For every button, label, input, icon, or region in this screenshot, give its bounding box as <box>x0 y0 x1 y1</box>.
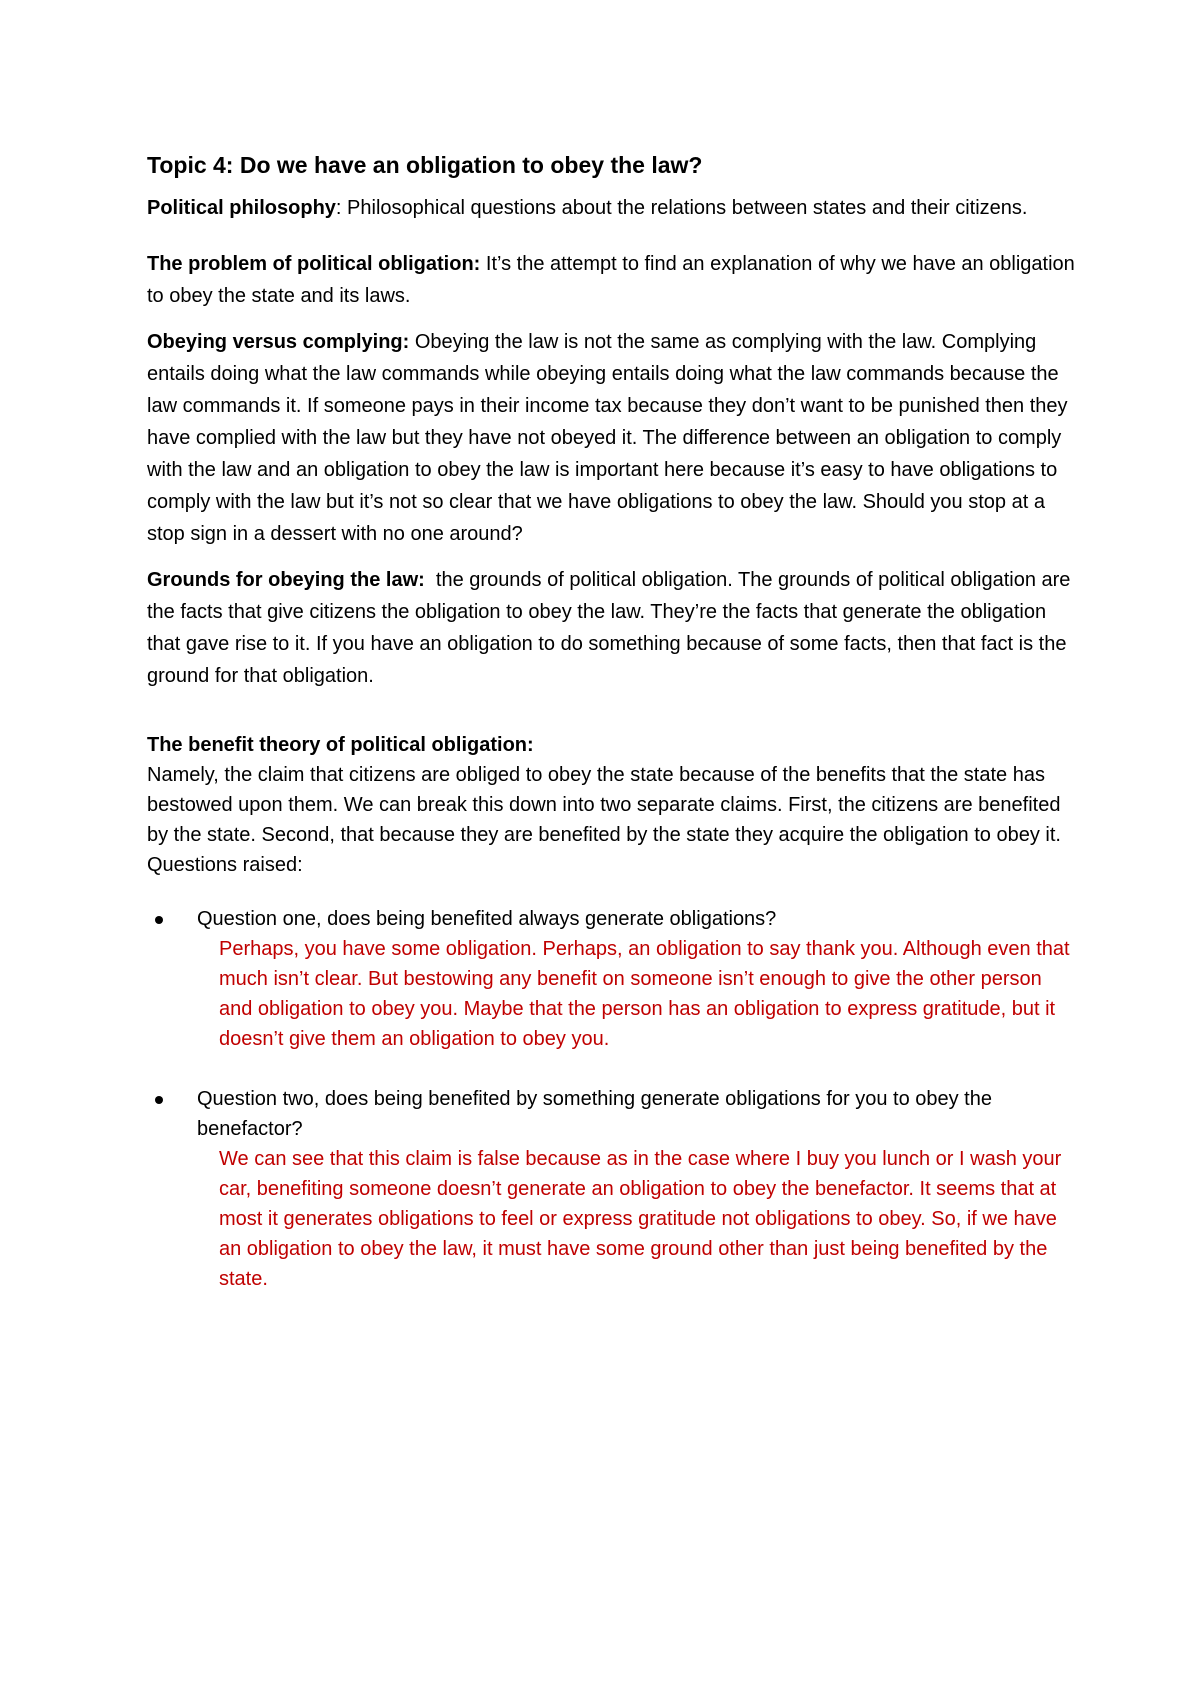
definition-text: Obeying the law is not the same as complying with the law. Complying entails doing what the law commands while obeying entails doing what the law commands because the law commands it. If someone pays in their income tax because they don’t want to be punished then they have complied with the law but they have not obeyed it. The difference between an obligation to comply with the law and an obligation to obey the law is important here because it’s easy to have obligations to comply with the law but it’s not so clear that we have obligations to obey the law. Should you stop at a stop sign in a dessert with no one around? <box>147 331 1068 545</box>
question-text: Question two, does being benefited by something generate obligations for you to obey the benefactor? <box>197 1088 992 1140</box>
benefit-theory-section <box>147 730 1077 1294</box>
answer-text: We can see that this claim is false because as in the case where I buy you lunch or I wash your car, benefiting someone doesn’t generate an obligation to obey the benefactor. It seems that at most it generates obligations to feel or express gratitude not obligations to obey. So, if we have an obligation to obey the law, it must have some ground other than just being benefited by the state. <box>219 1148 1062 1290</box>
definition-obeying-versus-complying <box>147 326 1077 550</box>
section-body: Namely, the claim that citizens are obliged to obey the state because of the benefits that the state has bestowed upon them. We can break this down into two separate claims. First, the citizens are benefited by the state. Second, that because they are benefited by the state they acquire the obligation to obey it. Questions raised: <box>147 764 1061 876</box>
document-content <box>147 148 1077 1324</box>
definition-text: It’s the attempt to find an explanation of why we have an obligation to obey the state and its laws. <box>147 253 1075 307</box>
definition-separator <box>425 569 436 591</box>
definition-text: the grounds of political obligation. The grounds of political obligation are the facts that give citizens the obligation to obey the law. They’re the facts that generate the obligation that gave rise to it. If you have an obligation to do something because of some facts, then that fact is the ground for that obligation. <box>147 569 1071 687</box>
questions-list <box>147 904 1077 1294</box>
list-item <box>147 904 1077 1054</box>
definition-term: Grounds for obeying the law: <box>147 569 425 591</box>
answer-text: Perhaps, you have some obligation. Perhaps, an obligation to say thank you. Although even that much isn’t clear. But bestowing any benefit on someone isn’t enough to give the other person and obligation to obey you. Maybe that the person has an obligation to express gratitude, but it doesn’t give them an obligation to obey you. <box>219 938 1070 1050</box>
section-heading: The benefit theory of political obligation: <box>147 734 534 756</box>
definition-text: Philosophical questions about the relations between states and their citizens. <box>347 197 1028 219</box>
definition-separator: : <box>335 197 348 219</box>
definition-problem-of-political-obligation <box>147 248 1077 312</box>
bullet-icon <box>155 916 163 924</box>
bullet-icon <box>155 1096 163 1104</box>
question-text: Question one, does being benefited always generate obligations? <box>197 908 777 930</box>
list-item <box>147 1084 1077 1294</box>
page-title: Topic 4: Do we have an obligation to obey the law? <box>147 152 703 178</box>
definition-grounds-for-obeying <box>147 564 1077 692</box>
definition-term: Political philosophy <box>147 197 336 219</box>
definition-term: The problem of political obligation: <box>147 253 481 275</box>
definition-term: Obeying versus complying: <box>147 331 410 353</box>
definition-political-philosophy <box>147 192 1077 224</box>
